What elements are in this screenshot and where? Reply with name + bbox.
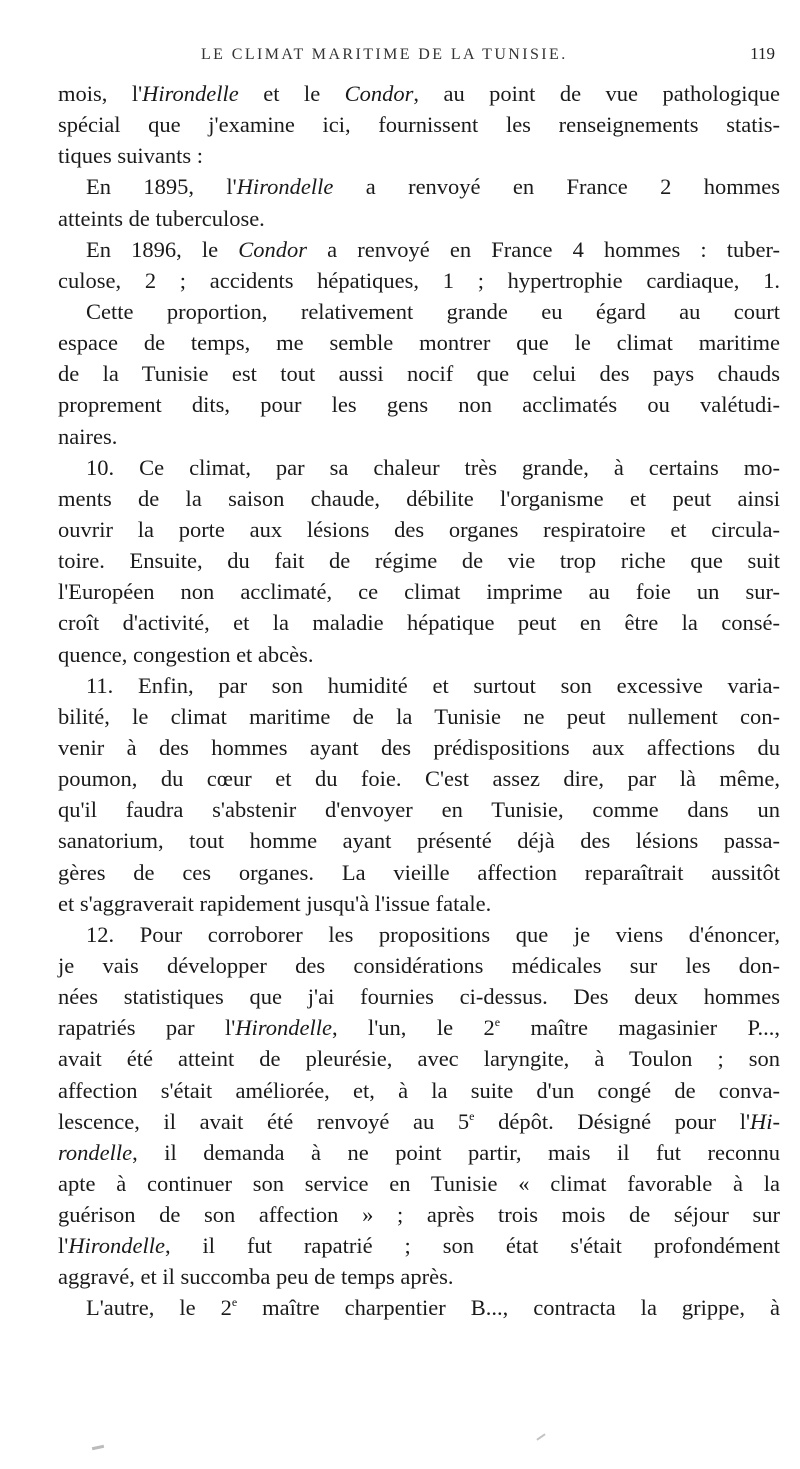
- text-line: nées statistiques que j'ai fournies ci-dessus. Des deux hommes: [58, 984, 780, 1010]
- text-line: tiques suivants :: [58, 143, 203, 169]
- text-line: toire. Ensuite, du fait de régime de vie trop riche que suit: [58, 548, 780, 574]
- text-line: affection s'était améliorée, et, à la suite d'un congé de conva-: [58, 1077, 780, 1103]
- text-line: proprement dits, pour les gens non acclimatés ou valétudi-: [58, 392, 780, 418]
- text-line: quence, congestion et abcès.: [58, 641, 314, 667]
- text-line: espace de temps, me semble montrer que le climat maritime: [58, 330, 780, 356]
- text-line: et s'aggraverait rapidement jusqu'à l'issue fatale.: [58, 890, 492, 916]
- text-line: qu'il faudra s'abstenir d'envoyer en Tunisie, comme dans un: [58, 797, 780, 823]
- text-line: poumon, du cœur et du foie. C'est assez dire, par là même,: [58, 766, 780, 792]
- text-line: rondelle, il demanda à ne point partir, mais il fut reconnu: [58, 1139, 780, 1165]
- text-line: l'Européen non acclimaté, ce climat imprime au foie un sur-: [58, 579, 780, 605]
- text-line: rapatriés par l'Hirondelle, l'un, le 2e maître magasinier P...,: [58, 1015, 781, 1041]
- text-line: L'autre, le 2e maître charpentier B..., contracta la grippe, à: [86, 1295, 780, 1321]
- body-text: [58, 78, 780, 1324]
- text-line: ments de la saison chaude, débilite l'organisme et peut ainsi: [58, 485, 780, 511]
- ink-mark: [92, 1445, 104, 1450]
- page-number: 119: [750, 44, 775, 63]
- text-line: culose, 2 ; accidents hépatiques, 1 ; hypertrophie cardiaque, 1.: [58, 267, 780, 293]
- book-page: [58, 0, 780, 1469]
- text-line: venir à des hommes ayant des prédispositions aux affections du: [58, 734, 780, 760]
- text-line: avait été atteint de pleurésie, avec laryngite, à Toulon ; son: [58, 1046, 780, 1072]
- text-line: sanatorium, tout homme ayant présenté déjà des lésions passa-: [58, 828, 780, 854]
- text-line: 11. Enfin, par son humidité et surtout son excessive varia-: [86, 672, 780, 698]
- running-title: LE CLIMAT MARITIME DE LA TUNISIE.: [201, 46, 568, 63]
- text-line: ouvrir la porte aux lésions des organes respiratoire et circula-: [58, 516, 780, 542]
- ink-mark: [536, 1433, 545, 1440]
- text-line: gères de ces organes. La vieille affection reparaîtrait aussitôt: [58, 859, 780, 885]
- text-line: 12. Pour corroborer les propositions que je viens d'énoncer,: [86, 921, 780, 947]
- text-line: aggravé, et il succomba peu de temps après.: [58, 1264, 454, 1290]
- text-line: naires.: [58, 423, 118, 449]
- text-line: En 1896, le Condor a renvoyé en France 4 hommes : tuber-: [86, 236, 780, 262]
- text-line: spécial que j'examine ici, fournissent les renseignements statis-: [58, 112, 780, 138]
- text-line: je vais développer des considérations médicales sur les don-: [58, 952, 780, 978]
- text-line: lescence, il avait été renvoyé au 5e dépôt. Désigné pour l'Hi-: [58, 1108, 780, 1134]
- text-line: mois, l'Hirondelle et le Condor, au point de vue pathologique: [58, 81, 780, 106]
- text-line: 10. Ce climat, par sa chaleur très grande, à certains mo-: [86, 454, 780, 480]
- text-line: l'Hirondelle, il fut rapatrié ; son état s'était profondément: [58, 1233, 780, 1259]
- text-line: bilité, le climat maritime de la Tunisie ne peut nullement con-: [58, 703, 780, 729]
- text-line: croît d'activité, et la maladie hépatique peut en être la consé-: [58, 610, 780, 636]
- text-line: Cette proportion, relativement grande eu égard au court: [86, 298, 780, 324]
- text-line: de la Tunisie est tout aussi nocif que celui des pays chauds: [58, 361, 780, 387]
- text-line: atteints de tuberculose.: [58, 205, 265, 231]
- running-header: [58, 0, 780, 63]
- text-line: apte à continuer son service en Tunisie « climat favorable à la: [58, 1170, 780, 1196]
- text-line: guérison de son affection » ; après trois mois de séjour sur: [58, 1202, 780, 1228]
- text-line: En 1895, l'Hirondelle a renvoyé en France 2 hommes: [86, 174, 780, 200]
